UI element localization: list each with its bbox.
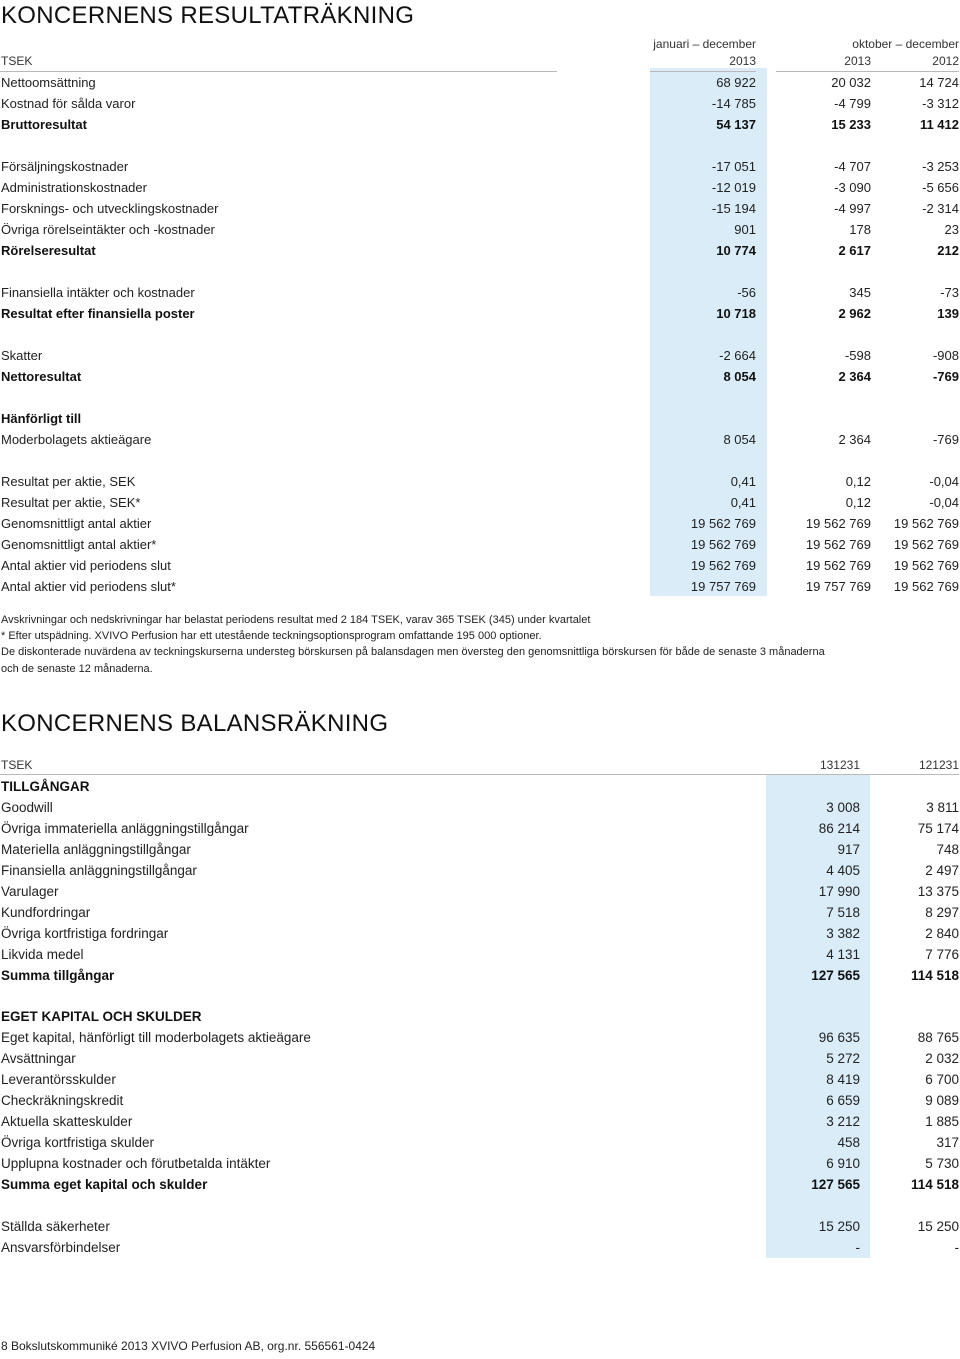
- row-value: 10 718: [716, 306, 756, 321]
- row-value: 0,12: [845, 495, 871, 510]
- row-label: Goodwill: [1, 800, 53, 815]
- row-value: -5 656: [922, 180, 959, 195]
- table-row-summa-tillgangar: [0, 965, 960, 986]
- row-value: 14 724: [919, 75, 959, 90]
- table-row-likvida-medel: [0, 944, 960, 965]
- row-label: Övriga rörelseintäkter och -kostnader: [1, 222, 215, 237]
- row-value: -0,04: [929, 495, 959, 510]
- row-value: 19 757 769: [805, 579, 871, 594]
- table-row-ansvarsforbindelser: [0, 1237, 960, 1258]
- table-row-ovriga-kortfristiga-fordringar: [0, 923, 960, 944]
- table-row-antal-aktier-vid-periodens-slut: [0, 555, 960, 576]
- row-value: 3 212: [826, 1114, 860, 1129]
- row-value: 2 497: [925, 863, 959, 878]
- row-value: 10 774: [716, 243, 756, 258]
- row-label: Finansiella anläggningstillgångar: [1, 863, 197, 878]
- table-row-leverantorsskulder: [0, 1069, 960, 1090]
- row-label: Övriga kortfristiga skulder: [1, 1135, 155, 1150]
- row-label: Bruttoresultat: [1, 117, 87, 132]
- row-value: -4 799: [834, 96, 871, 111]
- table-row-skatter: [0, 345, 960, 366]
- table-row-upplupna-kostnader-och-forutbetalda-intakter: [0, 1153, 960, 1174]
- row-value: 139: [937, 306, 959, 321]
- row-value: 19 562 769: [893, 537, 959, 552]
- row-value: -15 194: [711, 201, 756, 216]
- row-value: 0,12: [845, 474, 871, 489]
- row-label: Finansiella intäkter och kostnader: [1, 285, 195, 300]
- row-label: Resultat per aktie, SEK: [1, 474, 136, 489]
- note-line: De diskonterade nuvärdena av teckningskurserna understeg börskursen på balansdagen men översteg den genomsnittliga börskursen för både de senaste 3 månaderna: [1, 646, 825, 659]
- row-label: Upplupna kostnader och förutbetalda intäkter: [1, 1156, 271, 1171]
- page-footer: 8 Bokslutskommuniké 2013 XVIVO Perfusion AB, org.nr. 556561-0424: [1, 1339, 376, 1353]
- table-row-stallda-sakerheter: [0, 1216, 960, 1237]
- row-value: -2 664: [719, 348, 756, 363]
- row-value: 212: [937, 243, 959, 258]
- row-value: 88 765: [917, 1030, 959, 1045]
- row-value: 917: [837, 842, 860, 857]
- table-row-ovriga-immateriella-anlaggningstillgangar: [0, 818, 960, 839]
- row-value: -769: [932, 432, 959, 447]
- row-value: 15 233: [831, 117, 871, 132]
- row-label: Ställda säkerheter: [1, 1219, 110, 1234]
- row-label: Resultat efter finansiella poster: [1, 306, 195, 321]
- row-value: 19 562 769: [690, 537, 756, 552]
- row-value: -2 314: [922, 201, 959, 216]
- table-row-genomsnittligt-antal-aktier: [0, 534, 960, 555]
- table-row-resultat-per-aktie-sek: [0, 492, 960, 513]
- period-header-full-year: januari – december: [653, 37, 756, 51]
- row-value: 19 562 769: [805, 537, 871, 552]
- row-value: 2 617: [838, 243, 871, 258]
- table-row-checkrakningskredit: [0, 1090, 960, 1111]
- date-header-row: [0, 755, 960, 776]
- row-value: 11 412: [919, 117, 959, 132]
- table-row-ovriga-rorelseintakter-och-kostnader: [0, 219, 960, 240]
- table-row-avsattningar: [0, 1048, 960, 1069]
- table-row-nettoomsattning: [0, 72, 960, 93]
- row-label: Forsknings- och utvecklingskostnader: [1, 201, 219, 216]
- header-rule: [0, 774, 959, 775]
- table-row-forsknings-och-utvecklingskostnader: [0, 198, 960, 219]
- row-value: 96 635: [818, 1030, 860, 1045]
- table-row-administrationskostnader: [0, 177, 960, 198]
- row-value: 19 562 769: [893, 579, 959, 594]
- row-label: Övriga immateriella anläggningstillgångar: [1, 821, 249, 836]
- row-label: Försäljningskostnader: [1, 159, 129, 174]
- row-value: 75 174: [917, 821, 959, 836]
- row-label: Summa eget kapital och skulder: [1, 1177, 208, 1192]
- row-label: Genomsnittligt antal aktier: [1, 516, 152, 531]
- row-label: EGET KAPITAL OCH SKULDER: [1, 1009, 202, 1024]
- income-notes: [1, 612, 957, 677]
- table-row-finansiella-intakter-och-kostnader: [0, 282, 960, 303]
- row-value: -73: [940, 285, 959, 300]
- row-label: Summa tillgångar: [1, 968, 115, 983]
- row-value: 8 419: [826, 1072, 860, 1087]
- row-value: 2 962: [838, 306, 871, 321]
- row-label: Likvida medel: [1, 947, 84, 962]
- table-row-hanforligt-till: [0, 408, 960, 429]
- year-header-row: [0, 51, 960, 72]
- table-row-goodwill: [0, 797, 960, 818]
- date-header: 131231: [819, 758, 860, 772]
- note-line: * Efter utspädning. XVIVO Perfusion har ett utestående teckningsoptionsprogram omfattande 195 000 optioner.: [1, 630, 542, 643]
- row-value: -598: [844, 348, 871, 363]
- row-value: 19 757 769: [690, 579, 756, 594]
- row-label: Ansvarsförbindelser: [1, 1240, 121, 1255]
- row-label: Nettoomsättning: [1, 75, 96, 90]
- row-value: 7 776: [925, 947, 959, 962]
- row-value: 0,41: [730, 474, 756, 489]
- row-value: 3 382: [826, 926, 860, 941]
- date-header: 121231: [918, 758, 959, 772]
- row-value: -3 312: [922, 96, 959, 111]
- row-value: 901: [734, 222, 756, 237]
- row-value: -4 997: [834, 201, 871, 216]
- row-value: 4 131: [826, 947, 860, 962]
- row-value: 5 272: [826, 1051, 860, 1066]
- row-label: Leverantörsskulder: [1, 1072, 116, 1087]
- row-value: 9 089: [925, 1093, 959, 1108]
- row-value: 15 250: [818, 1219, 860, 1234]
- currency-label: TSEK: [1, 758, 33, 772]
- table-row-bruttoresultat: [0, 114, 960, 135]
- row-value: 6 910: [826, 1156, 860, 1171]
- row-value: 458: [837, 1135, 860, 1150]
- table-row-genomsnittligt-antal-aktier: [0, 513, 960, 534]
- row-label: Eget kapital, hänförligt till moderbolagets aktieägare: [1, 1030, 311, 1045]
- row-value: 345: [849, 285, 871, 300]
- row-value: 8 054: [723, 432, 756, 447]
- row-value: 6 659: [826, 1093, 860, 1108]
- balance-sheet-title: KONCERNENS BALANSRÄKNING: [1, 710, 389, 737]
- income-statement-title: KONCERNENS RESULTATRÄKNING: [1, 2, 415, 29]
- row-value: 2 032: [925, 1051, 959, 1066]
- row-value: 17 990: [818, 884, 860, 899]
- year-header: 2013: [844, 54, 871, 68]
- row-label: Administrationskostnader: [1, 180, 147, 195]
- row-value: 19 562 769: [893, 558, 959, 573]
- row-value: 114 518: [910, 968, 959, 983]
- row-value: -4 707: [834, 159, 871, 174]
- row-value: -908: [932, 348, 959, 363]
- row-value: 3 811: [926, 800, 959, 815]
- row-value: 68 922: [716, 75, 756, 90]
- row-label: Rörelseresultat: [1, 243, 96, 258]
- row-value: 23: [944, 222, 959, 237]
- row-label: Resultat per aktie, SEK*: [1, 495, 141, 510]
- row-label: Avsättningar: [1, 1051, 76, 1066]
- row-value: 2 364: [838, 432, 871, 447]
- table-row-eget-kapital-och-skulder: [0, 1006, 960, 1027]
- year-header: 2012: [932, 54, 959, 68]
- row-value: 19 562 769: [805, 558, 871, 573]
- row-label: Moderbolagets aktieägare: [1, 432, 152, 447]
- row-label: Kundfordringar: [1, 905, 91, 920]
- row-value: -: [954, 1240, 959, 1255]
- row-value: 3 008: [826, 800, 860, 815]
- row-value: 20 032: [831, 75, 871, 90]
- row-label: Varulager: [1, 884, 59, 899]
- row-value: 317: [936, 1135, 959, 1150]
- row-value: 19 562 769: [893, 516, 959, 531]
- row-label: Övriga kortfristiga fordringar: [1, 926, 169, 941]
- table-row-forsaljningskostnader: [0, 156, 960, 177]
- table-row-rorelseresultat: [0, 240, 960, 261]
- row-value: -12 019: [711, 180, 756, 195]
- table-row-moderbolagets-aktieagare: [0, 429, 960, 450]
- row-value: -3 253: [922, 159, 959, 174]
- row-value: 8 297: [925, 905, 959, 920]
- row-label: Checkräkningskredit: [1, 1093, 124, 1108]
- row-value: 13 375: [917, 884, 959, 899]
- note-line: och de senaste 12 månaderna.: [1, 662, 153, 675]
- row-value: 748: [936, 842, 959, 857]
- row-label: Aktuella skatteskulder: [1, 1114, 133, 1129]
- row-value: -769: [932, 369, 959, 384]
- table-row-antal-aktier-vid-periodens-slut: [0, 576, 960, 597]
- row-value: 127 565: [811, 1177, 860, 1192]
- row-value: 6 700: [925, 1072, 959, 1087]
- row-value: 7 518: [826, 905, 860, 920]
- row-value: -17 051: [711, 159, 756, 174]
- row-value: 178: [849, 222, 871, 237]
- row-value: -14 785: [711, 96, 756, 111]
- row-label: Skatter: [1, 348, 43, 363]
- row-label: Kostnad för sålda varor: [1, 96, 136, 111]
- row-value: -0,04: [929, 474, 959, 489]
- row-value: 114 518: [910, 1177, 959, 1192]
- table-row-resultat-efter-finansiella-poster: [0, 303, 960, 324]
- row-label: Hänförligt till: [1, 411, 82, 426]
- note-line: Avskrivningar och nedskrivningar har belastat periodens resultat med 2 184 TSEK, varav 365 TSEK (345) under kvartalet: [1, 614, 591, 626]
- row-value: 19 562 769: [690, 516, 756, 531]
- row-value: 19 562 769: [690, 558, 756, 573]
- table-row-ovriga-kortfristiga-skulder: [0, 1132, 960, 1153]
- table-row-materiella-anlaggningstillgangar: [0, 839, 960, 860]
- row-label: TILLGÅNGAR: [1, 779, 90, 794]
- row-value: 54 137: [716, 117, 756, 132]
- row-value: 1 885: [925, 1114, 959, 1129]
- row-value: 86 214: [818, 821, 860, 836]
- table-row-varulager: [0, 881, 960, 902]
- row-value: 4 405: [826, 863, 860, 878]
- row-value: 0,41: [730, 495, 756, 510]
- row-label: Materiella anläggningstillgångar: [1, 842, 191, 857]
- table-row-aktuella-skatteskulder: [0, 1111, 960, 1132]
- table-row-nettoresultat: [0, 366, 960, 387]
- row-label: Nettoresultat: [1, 369, 82, 384]
- table-row-resultat-per-aktie-sek: [0, 471, 960, 492]
- row-label: Antal aktier vid periodens slut*: [1, 579, 176, 594]
- table-row-kostnad-for-salda-varor: [0, 93, 960, 114]
- table-row-kundfordringar: [0, 902, 960, 923]
- row-value: -56: [737, 285, 756, 300]
- table-row-summa-eget-kapital-och-skulder: [0, 1174, 960, 1195]
- year-header: 2013: [729, 54, 756, 68]
- row-value: 15 250: [917, 1219, 959, 1234]
- table-row-tillgangar: [0, 776, 960, 797]
- row-value: 2 364: [838, 369, 871, 384]
- row-value: -3 090: [834, 180, 871, 195]
- currency-label: TSEK: [1, 54, 33, 68]
- table-row-finansiella-anlaggningstillgangar: [0, 860, 960, 881]
- row-value: 2 840: [925, 926, 959, 941]
- row-value: 127 565: [811, 968, 860, 983]
- row-value: 19 562 769: [805, 516, 871, 531]
- period-header-quarter: oktober – december: [852, 37, 959, 51]
- row-value: -: [855, 1240, 860, 1255]
- table-row-eget-kapital-hanforligt-till-moderbolagets-aktieagare: [0, 1027, 960, 1048]
- row-label: Genomsnittligt antal aktier*: [1, 537, 157, 552]
- row-value: 5 730: [925, 1156, 959, 1171]
- row-label: Antal aktier vid periodens slut: [1, 558, 171, 573]
- row-value: 8 054: [723, 369, 756, 384]
